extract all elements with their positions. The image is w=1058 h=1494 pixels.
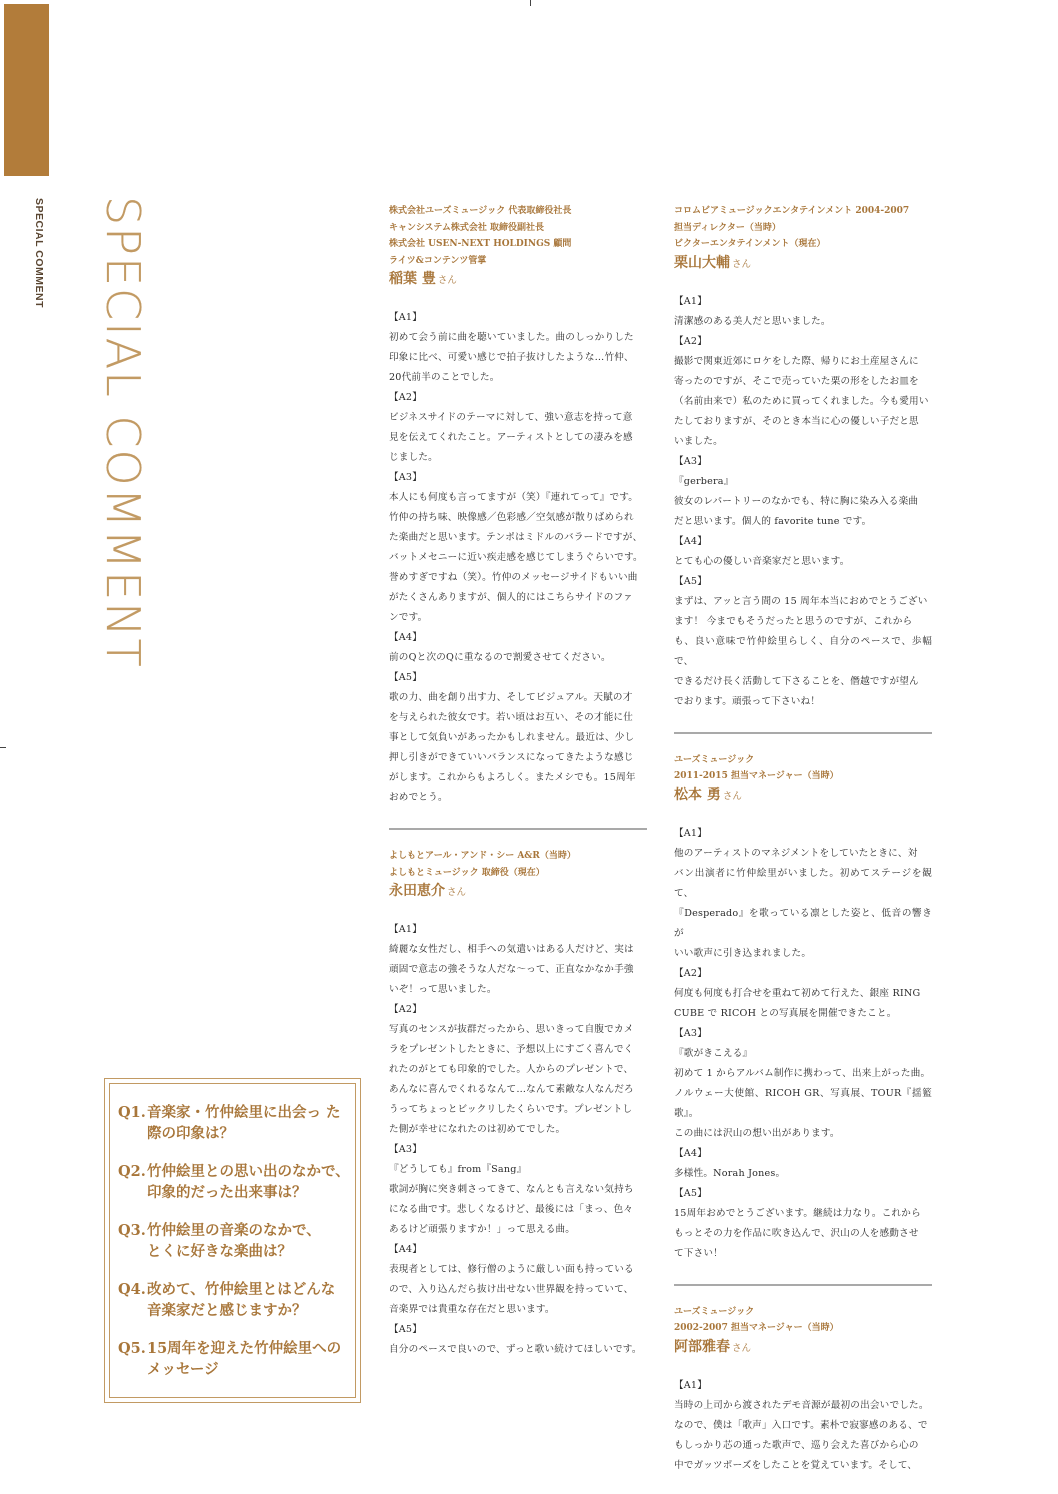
- answer-label: 【A1】: [674, 295, 708, 307]
- answer-text: この曲には沢山の想い出があります。: [674, 1127, 840, 1139]
- question-item: [118, 1161, 349, 1203]
- affiliation-line: 株式会社ユーズミュージック 代表取締役社長: [389, 206, 572, 216]
- answer-text: ンです。: [389, 612, 428, 623]
- person-name-text: 松本 勇: [674, 786, 721, 803]
- question-line: 印象的だった出来事は？: [147, 1184, 307, 1201]
- question-text: [147, 1102, 349, 1144]
- answer-label: 【A5】: [674, 1187, 708, 1199]
- answer-text: 竹仲の持ち味、映像感／色彩感／空気感が散りばめられ: [389, 512, 634, 523]
- question-item: [118, 1338, 349, 1380]
- question-number: Q5.: [118, 1340, 146, 1357]
- answer-label: 【A3】: [674, 455, 708, 467]
- answer-text: いぞ！って思いました。: [389, 984, 497, 995]
- answer-label: 【A4】: [674, 1147, 708, 1159]
- answer-label: 【A5】: [674, 575, 708, 587]
- answer-label: 【A3】: [674, 1027, 708, 1039]
- answer-label: 【A1】: [389, 924, 423, 935]
- answer-text: 歌の力、曲を創り出す力、そしてビジュアル。天賦の才: [389, 692, 633, 703]
- question-line: とくに好きな楽曲は？: [147, 1243, 292, 1260]
- honorific: さん: [447, 887, 467, 898]
- answer-text: ラをプレゼントしたときに、予想以上にすごく喜んでく: [389, 1044, 634, 1055]
- answer-text: 誉めすぎですね（笑）。竹仲のメッセージサイドもいい曲: [389, 572, 638, 583]
- answer-text: 初めて 1 からアルバム制作に携わって、出来上がった曲。: [674, 1067, 931, 1079]
- answer-text: いい歌声に引き込まれました。: [674, 947, 812, 959]
- answer-text: になる曲です。悲しくなるけど、最後には「まっ、色々: [389, 1204, 634, 1215]
- answer-text: 綺麗な女性だし、相手への気遣いはある人だけど、実は: [389, 944, 634, 955]
- question-line: 竹仲絵里の音楽のなかで、: [147, 1222, 321, 1239]
- answer-label: 【A3】: [389, 1144, 423, 1155]
- answer-text: いました。: [674, 435, 723, 447]
- answer-text: まずは、アッと言う間の 15 周年本当におめでとうござい: [674, 595, 928, 607]
- answer-label: 【A1】: [674, 827, 708, 839]
- question-item: [118, 1279, 349, 1321]
- comment-block: [674, 203, 932, 712]
- answer-text: おめでとう。: [389, 792, 448, 803]
- affiliation-line: 株式会社 USEN-NEXT HOLDINGS 顧問: [389, 239, 572, 249]
- affiliation-line: ビクターエンタテインメント（現在）: [674, 239, 826, 249]
- answer-text: もしっかり芯の通った歌声で、巡り会えた喜びから心の: [674, 1439, 919, 1451]
- answer-text: バン出演者に竹仲絵里がいました。初めてステージを観て、: [674, 867, 932, 899]
- answer-text: 押し引きができていいバランスになってきたような感じ: [389, 752, 634, 763]
- answer-text: ます！ 今までもそうだったと思うのですが、これから: [674, 615, 913, 627]
- question-line: 改めて、竹仲絵里とはどんな: [147, 1281, 336, 1298]
- answer-text: 『gerbera』: [674, 475, 734, 487]
- person-name: [674, 1337, 932, 1359]
- affiliation-line: コロムビアミュージックエンタテインメント 2004-2007: [674, 206, 910, 216]
- questions-box-inner: [109, 1083, 356, 1398]
- answer-text: 印象に比べ、可愛い感じで拍子抜けしたような…竹仲、: [389, 352, 634, 363]
- answer-text: もっとその力を作品に吹き込んで、沢山の人を感動させ: [674, 1227, 919, 1239]
- answer-text: 本人にも何度も言ってますが（笑）『連れてって』です。: [389, 492, 639, 503]
- answer-text: がします。これからもよろしく。またメシでも。15周年: [389, 772, 636, 783]
- answer-text: ビジネスサイドのテーマに対して、強い意志を持って意: [389, 412, 633, 423]
- comment-block: [389, 203, 647, 808]
- answer-text: 頑固で意志の強そうな人だな～って、正直なかなか手強: [389, 964, 634, 975]
- answer-text: あるけど頑張りますか！」って思える曲。: [389, 1224, 576, 1235]
- honorific: さん: [437, 275, 457, 286]
- affiliation-line: ユーズミュージック: [674, 1306, 755, 1317]
- answer-text: じました。: [389, 452, 438, 463]
- answer-text: 『Desperado』を歌っている凛とした姿と、低音の響きが: [674, 907, 932, 939]
- question-text: [147, 1161, 350, 1203]
- answer-text: 初めて会う前に曲を聴いていました。曲のしっかりした: [389, 332, 634, 343]
- answer-text: あんなに喜んでくれるなんて…なんて素敵な人なんだろ: [389, 1084, 634, 1095]
- sidebar-section-label: SPECIAL COMMENT: [33, 198, 45, 308]
- answer-text: 見を伝えてくれたこと。アーティストとしての凄みを感: [389, 432, 633, 443]
- question-number: Q1.: [118, 1104, 146, 1121]
- question-number: Q4.: [118, 1281, 146, 1298]
- question-text: [147, 1338, 349, 1380]
- answer-label: 【A5】: [389, 1324, 423, 1335]
- answer-text: だと思います。個人的 favorite tune です。: [674, 515, 872, 527]
- answer-text: 中でガッツポーズをしたことを覚えています。そして、: [674, 1459, 918, 1471]
- person-name: [674, 253, 932, 275]
- answer-text: 前のQと次のQに重なるので割愛させてください。: [389, 652, 611, 663]
- answer-label: 【A1】: [674, 1379, 708, 1391]
- affiliation-line: 担当ディレクター（当時）: [674, 222, 781, 233]
- answer-label: 【A4】: [389, 1244, 423, 1255]
- answer-text: とても心の優しい音楽家だと思います。: [674, 555, 850, 567]
- answer-label: 【A2】: [389, 392, 423, 403]
- answer-text: 『歌がきこえる』: [674, 1047, 753, 1059]
- answer-label: 【A5】: [389, 672, 423, 683]
- answer-text: 彼女のレパートリーのなかでも、特に胸に染み入る楽曲: [674, 495, 919, 507]
- answer-text: うってちょっとビックリしたくらいです。プレゼントし: [389, 1104, 633, 1115]
- answer-text: て下さい！: [674, 1247, 723, 1259]
- question-number: Q2.: [118, 1163, 146, 1180]
- answer-text: た楽曲だと思います。テンポはミドルのバラードですが、: [389, 532, 643, 543]
- affiliation-line: キャンシステム株式会社 取締役副社長: [389, 222, 545, 233]
- answer-text: 15周年おめでとうございます。継続は力なり。これから: [674, 1207, 921, 1219]
- page-title: SPECIAL COMMENT: [96, 196, 150, 669]
- comment-column-right: [674, 203, 932, 1476]
- crop-mark-top: [530, 0, 531, 6]
- question-line: 音楽家・竹仲絵里に出会っ た: [147, 1104, 341, 1121]
- crop-mark-left: [0, 747, 6, 748]
- question-line: メッセージ: [147, 1361, 219, 1378]
- honorific: さん: [722, 790, 742, 802]
- question-item: [118, 1102, 349, 1144]
- affiliation-line: よしもとミュージック 取締役（現在）: [389, 867, 545, 878]
- answer-text: 自分のペースで良いので、ずっと歌い続けてほしいです。: [389, 1344, 642, 1355]
- answer-text: も、良い意味で竹仲絵里らしく、自分のペースで、歩幅で、: [674, 635, 932, 667]
- section-tab: [4, 4, 49, 176]
- answer-text: 当時の上司から渡されたデモ音源が最初の出会いでした。: [674, 1399, 929, 1411]
- question-text: [147, 1220, 349, 1262]
- person-name: [389, 881, 647, 903]
- section-divider: [389, 828, 647, 830]
- answer-text: 何度も何度も打合せを重ねて初めて行えた、銀座 RING: [674, 987, 921, 999]
- question-item: [118, 1220, 349, 1262]
- question-line: 竹仲絵里との思い出のなかで、: [147, 1163, 350, 1180]
- answer-text: 寄ったのですが、そこで売っていた栗の形をしたお皿を: [674, 375, 919, 387]
- answer-label: 【A4】: [674, 535, 708, 547]
- answer-text: を与えられた彼女です。若い頃はお互い、その才能に仕: [389, 712, 634, 723]
- question-line: 15周年を迎えた竹仲絵里への: [147, 1340, 342, 1357]
- comment-block: [389, 848, 647, 1360]
- comment-block: [674, 752, 932, 1264]
- affiliation-line: ライツ&コンテンツ管掌: [389, 255, 487, 266]
- answer-text: がたくさんありますが、個人的にはこちらサイドのファ: [389, 592, 633, 603]
- questions-box: [104, 1078, 361, 1403]
- answer-label: 【A1】: [389, 312, 423, 323]
- answer-text: ノルウェー大使館、RICOH GR、写真展、TOUR『揺籃歌』。: [674, 1087, 932, 1119]
- answer-text: 歌詞が胸に突き刺さってきて、なんとも言えない気持ち: [389, 1184, 634, 1195]
- answer-label: 【A3】: [389, 472, 423, 483]
- honorific: さん: [732, 258, 752, 270]
- answer-label: 【A2】: [389, 1004, 423, 1015]
- section-divider: [674, 1284, 932, 1286]
- question-line: 際の印象は？: [147, 1125, 234, 1142]
- comment-block: [674, 1304, 932, 1476]
- person-name: [674, 785, 932, 807]
- answer-text: 20代前半のことでした。: [389, 372, 500, 383]
- answer-label: 【A4】: [389, 632, 423, 643]
- answer-text: れたのがとても印象的でした。人からのプレゼントで、: [389, 1064, 634, 1075]
- answer-text: 事として気負いがあったかもしれません。最近は、少し: [389, 732, 635, 743]
- answer-text: ので、入り込んだら抜け出せない世界観を持っていて、: [389, 1284, 634, 1295]
- person-name-text: 永田恵介: [389, 883, 445, 899]
- answer-text: 『どうしても』from『Sang』: [389, 1164, 527, 1175]
- affiliation-line: 2002-2007 担当マネージャー（当時）: [674, 1323, 839, 1333]
- answer-text: 撮影で関東近郊にロケをした際、帰りにお土産屋さんに: [674, 355, 919, 367]
- person-name-text: 阿部雅春: [674, 1338, 730, 1355]
- answer-label: 【A2】: [674, 335, 708, 347]
- person-name: [389, 269, 647, 291]
- section-divider: [674, 732, 932, 734]
- answer-text: 写真のセンスが抜群だったから、思いきって自腹でカメ: [389, 1024, 634, 1035]
- answer-text: でおります。頑張って下さいね！: [674, 695, 821, 707]
- question-number: Q3.: [118, 1222, 146, 1239]
- person-name-text: 稲葉 豊: [389, 271, 436, 287]
- answer-text: なので、僕は「歌声」入口です。素朴で寂寥感のある、で: [674, 1419, 928, 1431]
- answer-text: 他のアーティストのマネジメントをしていたときに、対: [674, 847, 918, 859]
- answer-text: （名前由来で）私のために買ってくれました。今も愛用い: [674, 395, 929, 407]
- affiliation-line: よしもとアール・アンド・シー A&R（当時）: [389, 851, 576, 861]
- affiliation-line: ユーズミュージック: [674, 754, 755, 765]
- answer-text: 音楽界では貴重な存在だと思います。: [389, 1304, 555, 1315]
- answer-text: バットメセニーに近い疾走感を感じてしまうぐらいです。: [389, 552, 643, 563]
- answer-text: 清潔感のある美人だと思いました。: [674, 315, 831, 327]
- person-name-text: 栗山大輔: [674, 254, 730, 271]
- answer-label: 【A2】: [674, 967, 708, 979]
- answer-text: できるだけ長く活動して下さることを、僭越ですが望ん: [674, 675, 919, 687]
- question-line: 音楽家だと感じますか？: [147, 1302, 307, 1319]
- affiliation-line: 2011-2015 担当マネージャー（当時）: [674, 771, 839, 781]
- answer-text: CUBE で RICOH との写真展を開催できたこと。: [674, 1007, 897, 1019]
- answer-text: 表現者としては、修行僧のように厳しい面も持っている: [389, 1264, 634, 1275]
- honorific: さん: [732, 1342, 752, 1354]
- question-text: [147, 1279, 349, 1321]
- comment-column-left: [389, 203, 647, 1360]
- answer-text: たしておりますが、そのとき本当に心の優しい子だと思: [674, 415, 919, 427]
- answer-text: 多様性。Norah Jones。: [674, 1167, 786, 1179]
- answer-text: た側が幸せになれたのは初めてでした。: [389, 1124, 566, 1135]
